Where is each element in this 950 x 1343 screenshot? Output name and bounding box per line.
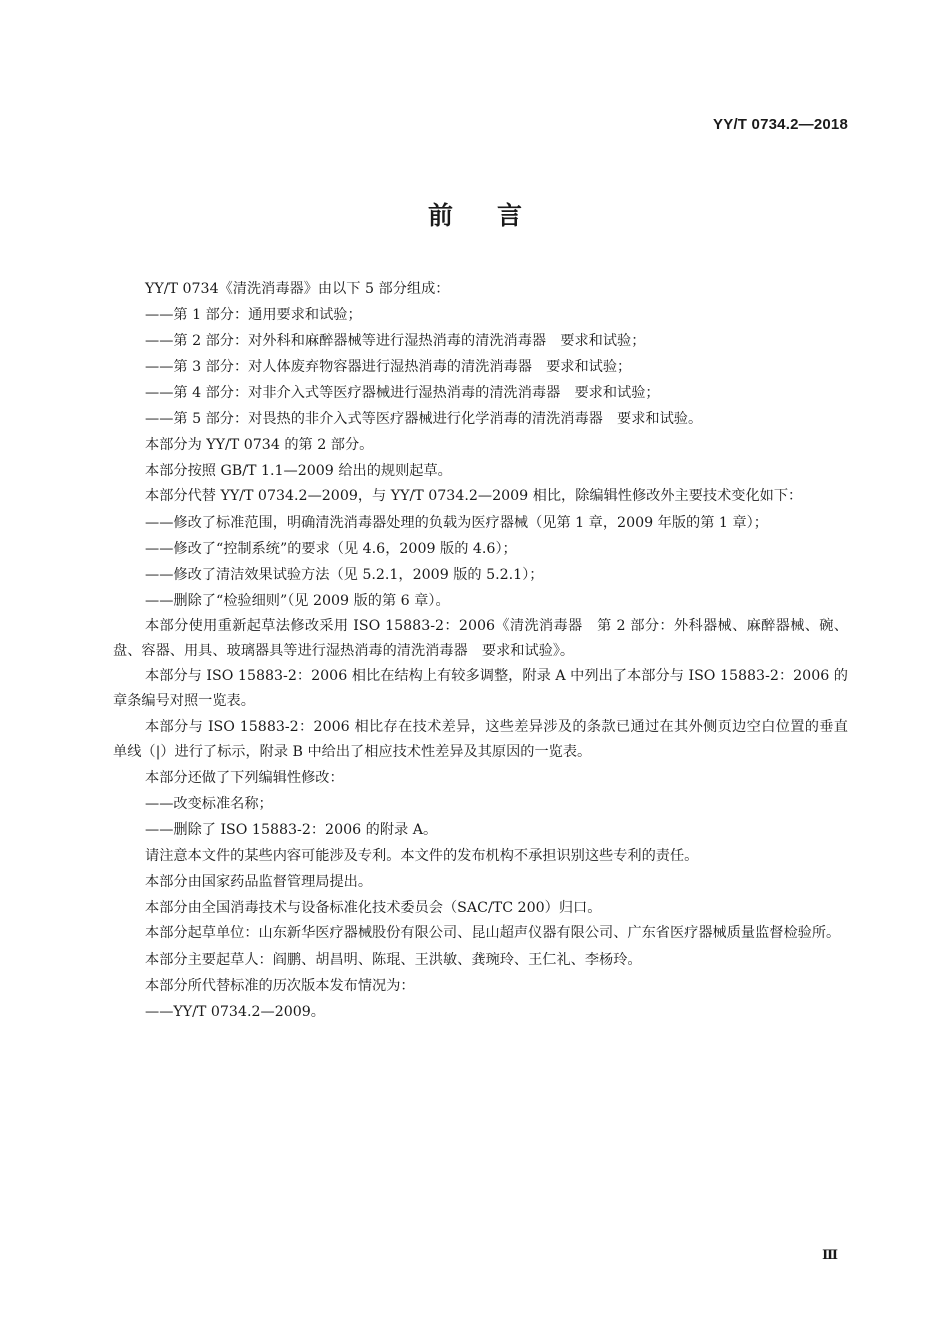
paragraph: 本部分使用重新起草法修改采用 ISO 15883-2：2006《清洗消毒器 第 2 部分：外科器械、麻醉器械、碗、盘、容器、用具、玻璃器具等进行湿热消毒的清洗消毒器 要求和试验》。: [113, 617, 848, 659]
paragraph: 本部分主要起草人：阎鹏、胡昌明、陈琨、王洪敏、龚琬玲、王仁礼、李杨玲。: [145, 951, 642, 968]
paragraph: YY/T 0734《清洗消毒器》由以下 5 部分组成：: [145, 281, 450, 297]
paragraph: 本部分为 YY/T 0734 的第 2 部分。: [145, 437, 374, 453]
paragraph: 本部分还做了下列编辑性修改：: [145, 770, 344, 786]
foreword-body: [113, 276, 848, 1025]
paragraph: 本部分按照 GB/T 1.1—2009 给出的规则起草。: [145, 463, 452, 479]
list-item: ——第 5 部分：对畏热的非介入式等医疗器械进行化学消毒的清洗消毒器 要求和试验。: [145, 411, 703, 427]
list-item: ——YY/T 0734.2—2009。: [145, 1003, 325, 1020]
list-item: ——修改了标准范围，明确清洗消毒器处理的负载为医疗器械（见第 1 章，2009 年版的第 1 章）；: [145, 514, 768, 531]
list-item: ——修改了清洁效果试验方法（见 5.2.1，2009 版的 5.2.1）；: [145, 566, 544, 583]
page-title: 前言: [427, 201, 566, 230]
paragraph: 本部分所代替标准的历次版本发布情况为：: [145, 977, 415, 994]
paragraph: 本部分代替 YY/T 0734.2—2009，与 YY/T 0734.2—2009 相比，除编辑性修改外主要技术变化如下：: [145, 488, 803, 504]
list-item: ——第 3 部分：对人体废弃物容器进行湿热消毒的清洗消毒器 要求和试验；: [145, 359, 632, 375]
list-item: ——第 1 部分：通用要求和试验；: [145, 307, 362, 323]
paragraph: 本部分由全国消毒技术与设备标准化技术委员会（SAC/TC 200）归口。: [145, 900, 602, 916]
list-item: ——删除了 ISO 15883-2：2006 的附录 A。: [145, 822, 438, 838]
standard-number: YY/T 0734.2—2018: [713, 116, 848, 133]
list-item: ——第 4 部分：对非介入式等医疗器械进行湿热消毒的清洗消毒器 要求和试验；: [145, 385, 660, 401]
list-item: ——改变标准名称；: [145, 796, 273, 812]
paragraph: 本部分与 ISO 15883-2：2006 相比存在技术差异，这些差异涉及的条款已通过在其外侧页边空白位置的垂直单线（|）进行了标示，附录 B 中给出了相应技术性差异及其原因的一览表。: [113, 718, 848, 760]
paragraph: 本部分与 ISO 15883-2：2006 相比在结构上有较多调整，附录 A 中列出了本部分与 ISO 15883-2：2006 的章条编号对照一览表。: [113, 668, 848, 709]
paragraph: 请注意本文件的某些内容可能涉及专利。本文件的发布机构不承担识别这些专利的责任。: [145, 848, 699, 864]
paragraph: 本部分起草单位：山东新华医疗器械股份有限公司、昆山超声仪器有限公司、广东省医疗器械质量监督检验所。: [145, 925, 841, 941]
list-item: ——删除了“检验细则”（见 2009 版的第 6 章）。: [145, 592, 450, 609]
list-item: ——修改了“控制系统”的要求（见 4.6，2009 版的 4.6）；: [145, 540, 517, 557]
list-item: ——第 2 部分：对外科和麻醉器械等进行湿热消毒的清洗消毒器 要求和试验；: [145, 333, 646, 349]
page-number: Ⅲ: [822, 1248, 838, 1263]
paragraph: 本部分由国家药品监督管理局提出。: [145, 874, 373, 890]
